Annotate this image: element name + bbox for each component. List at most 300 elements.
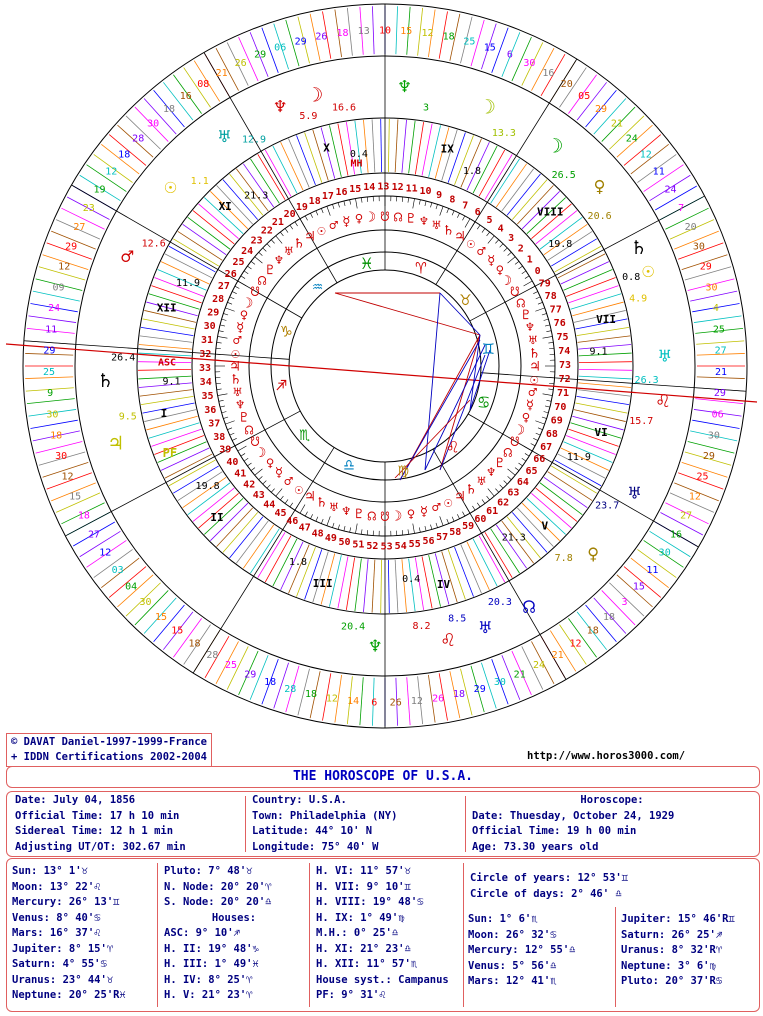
planet-glyph: ☊ xyxy=(503,444,513,461)
inner-color-line xyxy=(579,376,632,379)
outer-color-line xyxy=(360,677,363,725)
degree-tick xyxy=(546,400,551,401)
degree-tick xyxy=(225,421,234,424)
planet-glyph: ☉ xyxy=(317,223,326,239)
outer-planet-value: 12.6 xyxy=(141,238,166,250)
degree-tick xyxy=(220,406,225,407)
outer-planet-value: 23.7 xyxy=(595,500,620,512)
degree-tick xyxy=(238,446,247,451)
inner-color-line xyxy=(415,122,423,174)
outer-color-line xyxy=(694,316,742,323)
degree-tick xyxy=(543,336,553,338)
inner-color-line xyxy=(496,164,526,207)
zodiac-sign-glyph: ♑ xyxy=(280,320,292,342)
house-cusp-line xyxy=(481,373,746,392)
age-label: 14 xyxy=(363,182,376,194)
planet-glyph: ♀ xyxy=(406,506,416,523)
inner-color-line xyxy=(566,277,615,296)
inner-color-line xyxy=(564,269,613,290)
outer-color-line xyxy=(407,677,410,725)
degree-tick xyxy=(472,506,475,510)
planet-glyph: ♀ xyxy=(495,262,505,279)
degree-tick xyxy=(355,199,357,209)
transit-planet: Mars: 12° 41'♏ xyxy=(468,975,557,987)
copyright-line-1: © DAVAT Daniel-1997-1999-France xyxy=(11,736,207,748)
degree-tick xyxy=(425,526,426,531)
degree-tick xyxy=(545,406,550,407)
degree-tick xyxy=(546,331,551,332)
degree-tick xyxy=(227,428,232,430)
degree-tick xyxy=(338,203,339,208)
copyright-line-2: + IDDN Certifications 2002-2004 xyxy=(11,751,207,763)
outer-degree-label: 18 xyxy=(452,689,466,701)
age-label: 9 xyxy=(436,189,443,201)
inner-color-line xyxy=(579,362,632,363)
age-label: 3 xyxy=(508,233,515,245)
outer-degree-label: 18 xyxy=(304,689,318,701)
degree-tick xyxy=(542,417,547,419)
planet-glyph: ☽ xyxy=(257,444,267,461)
planet-glyph: ☿ xyxy=(525,397,535,414)
house-numeral: X xyxy=(323,141,330,155)
degree-tick xyxy=(500,244,503,248)
age-label: 52 xyxy=(366,541,379,553)
degree-tick xyxy=(549,383,554,384)
outer-degree-label: 18 xyxy=(336,28,349,40)
age-label: 61 xyxy=(486,506,499,518)
aspect-line xyxy=(397,340,480,481)
degree-tick xyxy=(316,211,318,216)
asc-marker: ASC xyxy=(157,357,177,369)
degree-tick xyxy=(477,503,480,507)
degree-tick xyxy=(457,514,459,518)
planet-glyph: ♀ xyxy=(354,211,364,228)
outer-planet-value: 13.3 xyxy=(491,128,516,140)
house-cusp: H. II: 19° 48'♑ xyxy=(164,942,259,955)
part-of-fortune: PF: 9° 31'♌ xyxy=(316,989,386,1001)
inner-color-line xyxy=(395,560,398,613)
outer-planet-glyph: ☊ xyxy=(523,594,536,618)
zodiac-sign-glyph: ♐ xyxy=(276,374,288,396)
outer-degree-label: 12 xyxy=(421,28,434,40)
house-cusp-lines xyxy=(6,4,757,728)
degree-tick xyxy=(413,524,415,534)
degree-tick xyxy=(251,261,255,264)
outer-degree-label: 15 xyxy=(483,42,496,54)
outer-degree-label: 6 xyxy=(506,49,513,61)
degree-tick xyxy=(290,503,293,507)
degree-tick xyxy=(222,319,227,320)
house-cusp: H. IX: 1° 49'♍ xyxy=(316,911,405,924)
inner-color-line xyxy=(442,552,457,603)
planet-glyph: ☽ xyxy=(367,209,377,226)
degree-tick xyxy=(271,489,274,493)
degree-tick xyxy=(436,523,438,528)
zodiac-sign-glyph: ♈ xyxy=(415,257,427,279)
place-column xyxy=(252,793,397,855)
outer-degree-label: 25 xyxy=(42,366,56,378)
degree-tick xyxy=(327,516,330,525)
degree-tick xyxy=(295,222,298,226)
outer-degree-label: 7 xyxy=(678,202,685,214)
info-divider-2 xyxy=(465,796,466,852)
inner-color-line xyxy=(305,549,322,599)
birth-sidereal-time: Sidereal Time: 12 h 1 min xyxy=(15,825,174,837)
degree-tick xyxy=(465,219,470,228)
degree-tick xyxy=(247,463,251,466)
age-label: 13 xyxy=(377,181,390,193)
age-label: 71 xyxy=(556,388,570,400)
inner-color-line xyxy=(193,211,234,244)
outer-color-line xyxy=(29,316,77,323)
site-url-link[interactable]: http://www.horos3000.com/ xyxy=(527,750,686,762)
outer-planet-value: 5.9 xyxy=(299,110,318,122)
outer-planet-glyph: ♆ xyxy=(274,94,287,119)
age-label: 28 xyxy=(212,294,225,306)
planet-glyph: ♆ xyxy=(341,503,351,520)
age-label: 15 xyxy=(349,184,362,195)
outer-degree-label: 28 xyxy=(206,649,219,661)
zodiac-sign-glyph: ♎ xyxy=(343,455,355,476)
outer-degree-label: 12 xyxy=(639,149,652,161)
degree-tick xyxy=(255,469,263,475)
outer-degree-label: 11 xyxy=(45,324,58,336)
inner-color-line xyxy=(313,130,328,181)
outer-degree-label: 13 xyxy=(357,26,370,38)
inner-color-line xyxy=(146,416,197,430)
degree-tick xyxy=(217,389,222,390)
copyright-box xyxy=(6,733,212,767)
outer-planet-value: 20.3 xyxy=(487,597,512,608)
outer-degree-label: 16 xyxy=(669,529,683,541)
inner-color-line xyxy=(149,423,200,438)
outer-planet-glyph: ♌ xyxy=(441,626,455,651)
outer-degree-label: 15 xyxy=(632,581,645,593)
house-cusp: H. IV: 8° 25'♈ xyxy=(164,973,253,986)
degree-tick xyxy=(548,389,553,390)
degree-tick xyxy=(515,261,519,264)
degree-tick xyxy=(216,348,221,349)
age-label: 23 xyxy=(250,235,263,247)
outer-degree-label: 03 xyxy=(111,565,124,576)
degree-tick xyxy=(344,526,345,531)
age-label: 32 xyxy=(199,348,212,360)
outer-degree-label: 25 xyxy=(712,324,725,336)
outer-degree-label: 29 xyxy=(702,451,715,462)
house-numeral: IX xyxy=(440,142,454,156)
degree-tick xyxy=(232,291,236,293)
outer-degree-label: 15 xyxy=(171,625,184,637)
age-label: 46 xyxy=(286,515,299,527)
age-label: 59 xyxy=(462,521,475,533)
natal-planet: Mercury: 26° 13'♊ xyxy=(12,896,120,908)
degree-tick xyxy=(355,524,357,534)
house-numeral: I xyxy=(160,406,168,420)
house-value: 0.4 xyxy=(349,149,368,161)
outer-degree-label: 12 xyxy=(688,491,701,503)
outer-planet-value: 26.5 xyxy=(551,169,576,181)
inner-color-line xyxy=(544,477,587,507)
degree-tick xyxy=(219,400,224,401)
outer-degree-label: 12 xyxy=(410,696,423,707)
outer-degree-label: 30 xyxy=(658,547,671,559)
house-value: 9.1 xyxy=(162,376,181,388)
age-label: 16 xyxy=(335,186,348,198)
outer-degree-label: 18 xyxy=(77,510,90,522)
inner-color-line xyxy=(288,139,309,188)
degree-tick xyxy=(285,499,288,503)
transit-planet: Neptune: 3° 6'♍ xyxy=(621,959,716,972)
outer-degree-label: 16 xyxy=(542,67,555,79)
birth-adjusting: Adjusting UT/OT: 302.67 min xyxy=(15,840,186,853)
house-cusp: H. XI: 21° 23'♎ xyxy=(316,942,411,955)
degree-tick xyxy=(436,204,438,209)
age-label: 6 xyxy=(474,207,481,219)
degree-tick xyxy=(332,523,334,528)
zodiac-sign-glyph: ♌ xyxy=(447,436,458,458)
degree-tick xyxy=(255,257,263,263)
planet-glyph: ☉ xyxy=(294,481,304,498)
inner-color-line xyxy=(577,396,629,404)
transit-col-b xyxy=(621,912,735,990)
page-title: THE HOROSCOPE OF U.S.A. xyxy=(6,766,760,788)
age-label: 77 xyxy=(549,304,562,316)
natal-planet: Mars: 16° 37'♌ xyxy=(12,927,101,939)
planet-glyph: ☿ xyxy=(341,214,351,230)
positions-divider-2 xyxy=(309,863,310,1007)
age-label: 56 xyxy=(422,536,435,548)
outer-planet-value: 7.8 xyxy=(554,553,573,565)
age-label: 75 xyxy=(556,331,569,343)
horoscope-age: Age: 73.30 years old xyxy=(472,840,599,853)
inner-color-line xyxy=(461,139,482,188)
age-label: 0 xyxy=(534,266,541,278)
house-value: 0.4 xyxy=(402,573,421,585)
zodiac-sign-glyph: ♓ xyxy=(361,252,373,274)
house-cusp: H. VI: 11° 57'♉ xyxy=(316,865,411,877)
outer-planet-glyph: ♅ xyxy=(218,124,231,149)
outer-planet-glyph: ♃ xyxy=(109,431,122,456)
inner-color-line xyxy=(395,119,398,172)
outer-degree-label: 18 xyxy=(264,677,277,689)
degree-tick xyxy=(361,198,362,203)
degree-tick xyxy=(267,244,270,248)
planet-glyph: ♆ xyxy=(235,397,245,414)
outer-degree-label: 29 xyxy=(713,388,726,400)
house-cusp: ASC: 9° 10'♐ xyxy=(164,927,240,939)
age-label: 78 xyxy=(544,291,557,303)
house-numeral: XII xyxy=(156,301,177,315)
house-cusp-line xyxy=(24,341,289,360)
outer-degree-label: 16 xyxy=(179,90,192,102)
age-label: 54 xyxy=(394,540,407,552)
house-cusp: H. III: 1° 49'♓ xyxy=(164,958,259,970)
outer-degree-label: 20 xyxy=(560,78,573,90)
planet-glyph: ☿ xyxy=(419,503,429,520)
house-cusp: H. V: 21° 23'♈ xyxy=(164,989,253,1001)
planet-glyph: ☋ xyxy=(380,208,390,225)
age-label: 41 xyxy=(234,468,247,480)
outer-degree-label: 12 xyxy=(58,261,71,273)
birth-column xyxy=(15,793,186,855)
degree-tick xyxy=(533,291,537,293)
inner-color-line xyxy=(243,525,273,568)
outer-degree-label: 29 xyxy=(294,36,307,48)
outer-degree-label: 14 xyxy=(347,696,360,707)
degree-tick xyxy=(230,297,235,299)
degree-tick xyxy=(518,463,522,466)
planet-glyph: ♄ xyxy=(444,223,453,239)
outer-planet-value: 16.6 xyxy=(331,102,357,114)
age-label: 33 xyxy=(198,363,212,375)
outer-degree-label: 24 xyxy=(625,133,638,145)
outer-degree-label: 24 xyxy=(532,660,546,672)
age-label: 35 xyxy=(201,391,214,403)
age-label: 67 xyxy=(540,441,553,453)
place-longitude: Longitude: 75° 40' W xyxy=(252,840,379,853)
inner-color-line xyxy=(363,120,368,173)
age-label: 26 xyxy=(224,268,237,280)
degree-tick xyxy=(462,216,464,220)
degree-tick xyxy=(508,469,516,475)
planet-glyph: ☿ xyxy=(235,320,245,337)
age-label: 22 xyxy=(260,225,273,237)
outer-planet-glyph: ☽ xyxy=(551,133,564,158)
degree-tick xyxy=(350,200,351,205)
planet-glyph: ♅ xyxy=(284,244,293,260)
planet-glyph: ♆ xyxy=(419,214,429,230)
degree-tick xyxy=(457,213,459,217)
planet-glyph: ☊ xyxy=(244,422,254,439)
degree-tick xyxy=(361,529,362,534)
outer-degree-label: 30 xyxy=(46,409,59,421)
inner-color-line xyxy=(141,327,193,335)
degree-tick xyxy=(218,336,228,338)
info-panel xyxy=(6,791,760,857)
outer-degree-label: 26 xyxy=(315,31,328,43)
degree-tick xyxy=(495,489,498,493)
age-label: 43 xyxy=(252,489,265,501)
degree-tick xyxy=(508,252,512,255)
degree-tick xyxy=(310,514,312,518)
house-value: 19.8 xyxy=(548,238,573,250)
outer-degree-label: 18 xyxy=(118,149,131,161)
age-label: 38 xyxy=(213,431,226,443)
outer-degree-label: 30 xyxy=(55,451,68,462)
age-label: 49 xyxy=(324,533,337,545)
outer-planet-glyph: ♄ xyxy=(99,368,112,393)
degree-tick xyxy=(525,276,529,279)
positions-divider-1 xyxy=(157,863,158,1007)
outer-planet-value: 26.3 xyxy=(634,375,659,387)
outer-color-line xyxy=(372,6,374,54)
age-label: 11 xyxy=(405,183,418,195)
outer-degree-label: 12 xyxy=(569,638,582,650)
outer-color-line xyxy=(396,6,398,54)
inner-color-line xyxy=(388,560,389,613)
degree-tick xyxy=(531,443,535,445)
outer-degree-label: 29 xyxy=(43,345,56,357)
house-cusp: H. VIII: 19° 48'♋ xyxy=(316,896,424,908)
inner-color-line xyxy=(568,286,618,303)
degree-tick xyxy=(241,453,245,456)
inner-color-line xyxy=(448,549,465,599)
outer-degree-label: 29 xyxy=(594,104,608,116)
zodiac-sign-glyph: ♍ xyxy=(397,459,409,481)
degree-tick xyxy=(263,481,267,484)
degree-tick xyxy=(316,517,318,522)
age-label: 51 xyxy=(352,539,365,551)
inner-color-line xyxy=(140,390,193,396)
outer-degree-label: 4 xyxy=(712,303,719,315)
age-label: 8 xyxy=(449,194,456,206)
degree-tick xyxy=(535,421,544,424)
degree-tick xyxy=(482,228,485,232)
natal-planet: Moon: 13° 22'♌ xyxy=(12,880,101,893)
outer-degree-label: 24 xyxy=(664,184,677,196)
degree-tick xyxy=(545,325,550,326)
natal-planet: S. Node: 20° 20'♎ xyxy=(164,896,272,908)
degree-tick xyxy=(244,271,248,274)
age-label: 44 xyxy=(263,499,276,511)
outer-degree-label: 28 xyxy=(284,683,297,695)
degree-tick xyxy=(276,236,282,244)
degree-tick xyxy=(223,417,228,419)
house-value: 11.9 xyxy=(175,277,201,289)
degree-tick xyxy=(219,331,224,332)
age-label: 79 xyxy=(538,278,551,290)
inner-color-line xyxy=(355,559,361,612)
planet-glyph: ♄ xyxy=(530,345,539,362)
natal-planet: Sun: 13° 1'♉ xyxy=(12,865,88,877)
degree-tick xyxy=(543,394,553,396)
inner-color-line xyxy=(402,559,407,612)
outer-planet-glyph: ♅ xyxy=(628,481,641,506)
degree-tick xyxy=(538,302,543,304)
house-value: 1.8 xyxy=(288,557,308,568)
degree-tick xyxy=(227,302,232,304)
outer-color-line xyxy=(27,399,75,404)
outer-color-line xyxy=(30,420,77,428)
transit-planet: Uranus: 8° 32'R♈ xyxy=(621,944,723,956)
age-label: 5 xyxy=(486,215,493,226)
planet-glyph: ♅ xyxy=(233,384,242,401)
degree-tick xyxy=(425,201,426,206)
planet-glyph: ☽ xyxy=(393,508,403,525)
age-label: 20 xyxy=(283,208,296,220)
house-cusp: H. VII: 9° 10'♊ xyxy=(316,880,411,893)
transit-planet: Sun: 1° 6'♏ xyxy=(468,913,538,925)
outer-degree-label: 09 xyxy=(52,282,65,294)
inner-color-line xyxy=(409,121,415,174)
planet-glyph: ♇ xyxy=(495,455,505,472)
age-label: 50 xyxy=(338,536,351,548)
horoscope-column xyxy=(472,793,752,855)
outer-color-line xyxy=(692,420,739,428)
outer-planet-value: 4.9 xyxy=(629,293,648,305)
age-label: 36 xyxy=(204,405,217,416)
inner-color-line xyxy=(236,521,268,563)
zodiac-sign-glyph: ♒ xyxy=(312,275,323,297)
age-label: 30 xyxy=(203,321,216,332)
degree-tick xyxy=(251,468,255,471)
inner-color-line xyxy=(455,135,474,184)
outer-degree-label: 21 xyxy=(215,67,228,79)
outer-degree-label: 05 xyxy=(578,90,591,102)
outer-degree-label: 29 xyxy=(244,669,257,681)
outer-degree-label: 30 xyxy=(147,118,160,130)
transit-planet: Saturn: 26° 25'♐ xyxy=(621,928,723,941)
